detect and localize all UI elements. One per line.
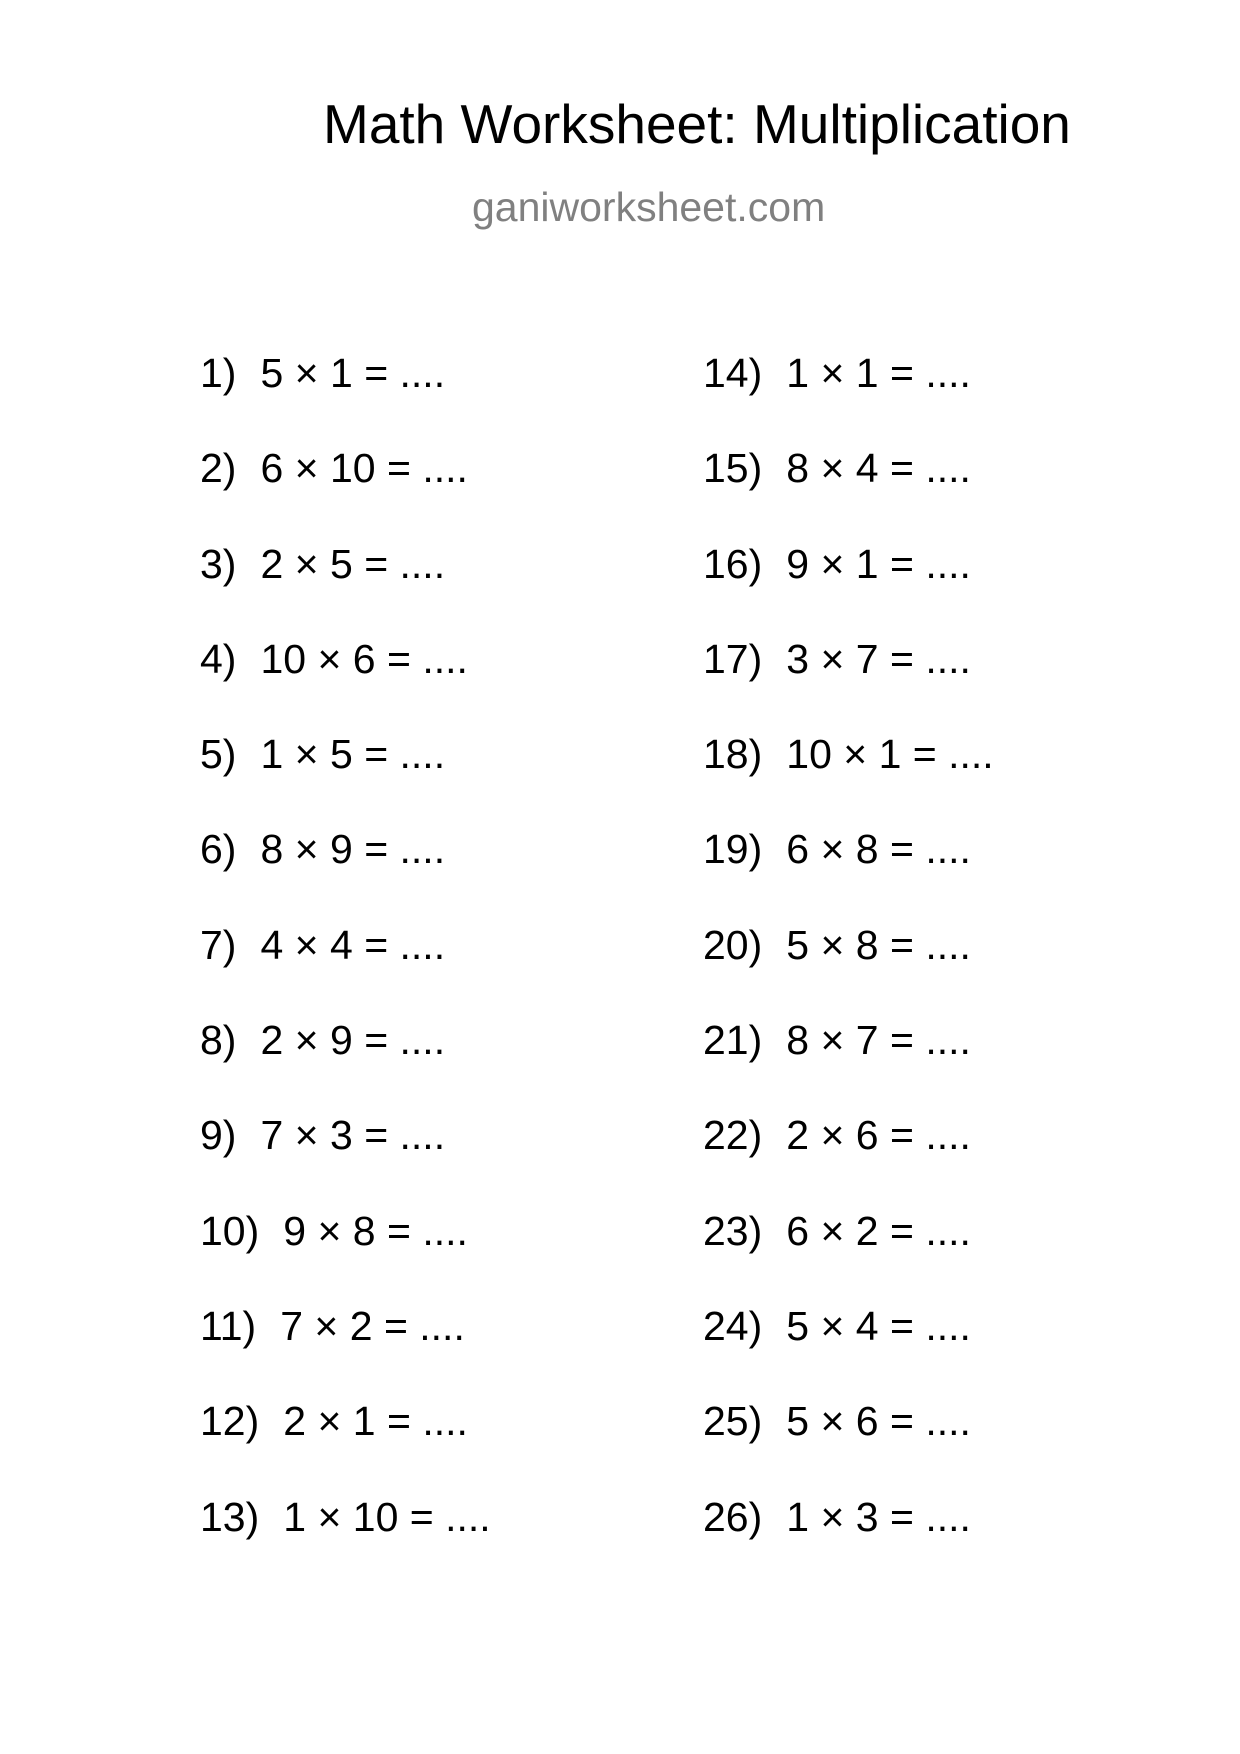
problem-item [200,350,660,448]
problem-number: 4) [200,635,237,682]
problem-number: 15) [703,445,763,492]
problem-expression: 1 × 1 = .... [786,350,971,396]
problem-number: 26) [703,1493,763,1540]
problem-number: 13) [200,1493,260,1540]
problem-expression: 1 × 5 = .... [260,731,446,778]
problem-number: 25) [703,1398,763,1445]
problem-item [703,1112,1163,1210]
problem-number: 7) [200,921,237,968]
problem-item [703,350,1163,448]
problem-item [200,635,660,734]
problem-expression: 5 × 4 = .... [786,1302,971,1349]
problem-number: 14) [703,350,763,396]
problem-item [200,731,660,829]
problem-item [200,1493,660,1592]
problem-expression: 1 × 3 = .... [786,1493,971,1540]
problem-expression: 9 × 8 = .... [283,1207,468,1254]
problem-item [200,1398,660,1496]
problem-expression: 5 × 6 = .... [786,1398,971,1445]
problem-number: 18) [703,731,763,778]
page-title: Math Worksheet: Multiplication [323,93,1071,155]
problem-expression: 9 × 1 = .... [786,540,971,587]
problem-item [703,1493,1163,1592]
problem-number: 23) [703,1207,763,1254]
problem-number: 2) [200,445,237,492]
problem-number: 5) [200,731,237,778]
problem-item [200,445,660,543]
problem-expression: 7 × 2 = .... [280,1302,465,1349]
problem-number: 19) [703,826,763,873]
problem-expression: 10 × 6 = .... [260,635,468,682]
problem-number: 6) [200,826,237,873]
problem-item [703,1398,1163,1496]
problem-item [200,540,660,639]
problem-item [200,1112,660,1210]
problem-expression: 6 × 10 = .... [260,445,468,492]
problem-item [703,921,1163,1020]
problem-expression: 4 × 4 = .... [260,921,446,968]
problem-number: 16) [703,540,763,587]
problem-item [200,1207,660,1306]
problem-item [703,1302,1163,1401]
problem-number: 10) [200,1207,260,1254]
problem-item [703,731,1163,829]
problem-item [200,826,660,924]
problem-column-right [703,350,1163,1592]
problem-item [200,1302,660,1401]
problem-expression: 2 × 6 = .... [786,1112,971,1159]
problem-number: 17) [703,635,763,682]
problem-expression: 7 × 3 = .... [260,1112,446,1159]
problem-expression: 5 × 1 = .... [260,350,446,396]
problem-number: 12) [200,1398,260,1445]
problem-item [703,1017,1163,1115]
problem-column-left [200,350,660,1592]
problem-number: 24) [703,1302,763,1349]
problem-expression: 8 × 9 = .... [260,826,446,873]
problem-expression: 1 × 10 = .... [283,1493,491,1540]
problem-expression: 2 × 1 = .... [283,1398,468,1445]
problem-number: 22) [703,1112,763,1159]
problem-item [200,921,660,1020]
problem-item [200,1017,660,1115]
page-subtitle: ganiworksheet.com [472,184,826,230]
problem-expression: 2 × 5 = .... [260,540,446,587]
problem-expression: 6 × 2 = .... [786,1207,971,1254]
problem-expression: 3 × 7 = .... [786,635,971,682]
problem-expression: 2 × 9 = .... [260,1017,446,1064]
problem-number: 9) [200,1112,237,1159]
problem-expression: 5 × 8 = .... [786,921,971,968]
problem-number: 21) [703,1017,763,1064]
problem-item [703,635,1163,734]
problem-item [703,540,1163,639]
problem-expression: 10 × 1 = .... [786,731,994,778]
problem-number: 3) [200,540,237,587]
problem-item [703,826,1163,924]
problem-item [703,445,1163,543]
problem-expression: 8 × 7 = .... [786,1017,971,1064]
problem-number: 20) [703,921,763,968]
problem-number: 8) [200,1017,237,1064]
problem-number: 11) [200,1302,257,1349]
problem-item [703,1207,1163,1306]
problem-number: 1) [200,350,237,396]
problem-expression: 6 × 8 = .... [786,826,971,873]
problem-expression: 8 × 4 = .... [786,445,971,492]
